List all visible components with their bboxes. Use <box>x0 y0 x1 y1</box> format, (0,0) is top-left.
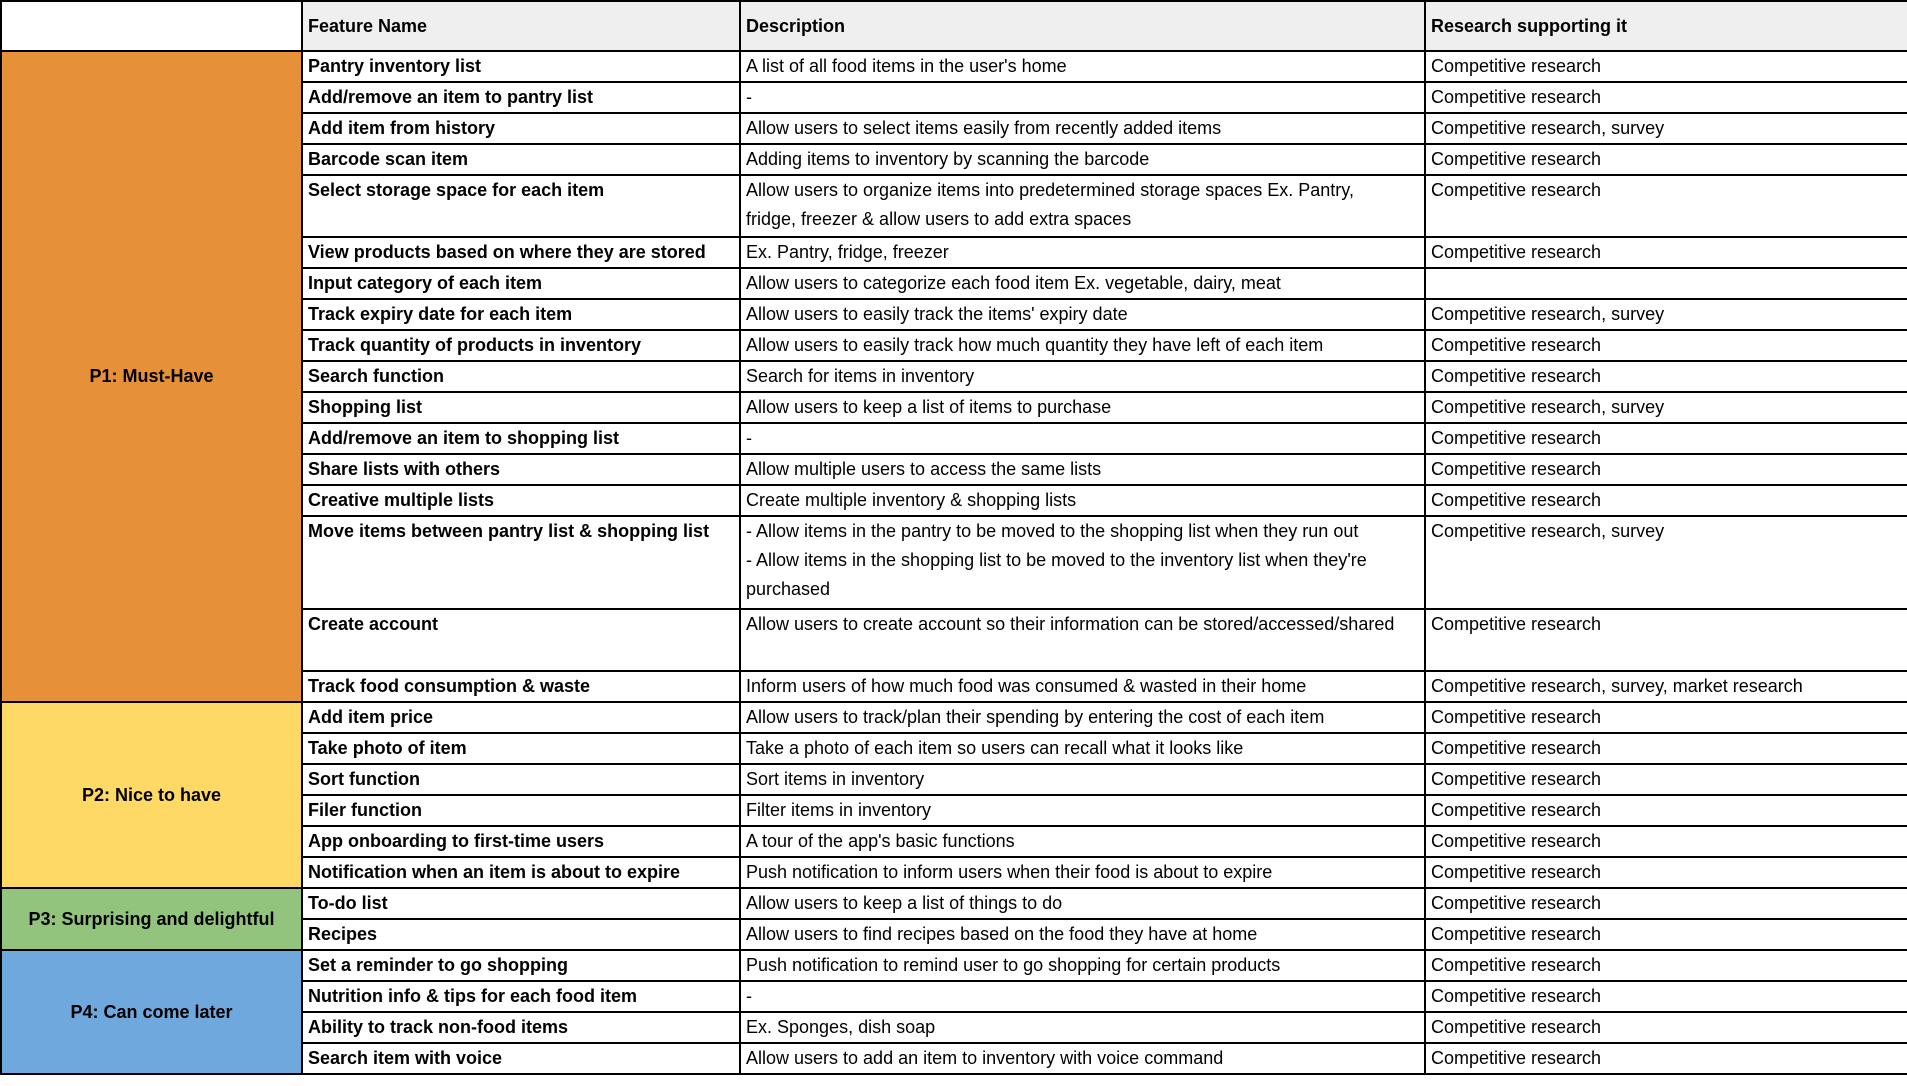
description-cell[interactable] <box>740 268 1425 299</box>
feature-name-cell[interactable]: Pantry inventory list <box>302 51 740 82</box>
description-cell[interactable] <box>740 485 1425 516</box>
description-line: Allow users to find recipes based on the food they have at home <box>746 924 1258 944</box>
description-cell[interactable] <box>740 423 1425 454</box>
description-line: Take a photo of each item so users can recall what it looks like <box>746 738 1244 758</box>
research-cell[interactable]: Competitive research <box>1425 423 1907 454</box>
description-line: - Allow items in the pantry to be moved to the shopping list when they run out <box>746 521 1359 541</box>
header-research[interactable]: Research supporting it <box>1425 1 1907 51</box>
description-cell[interactable] <box>740 981 1425 1012</box>
description-line: Ex. Sponges, dish soap <box>746 1017 936 1037</box>
description-line: Allow users to categorize each food item Ex. vegetable, dairy, meat <box>746 273 1281 293</box>
description-line: Allow users to add an item to inventory with voice command <box>746 1048 1224 1068</box>
feature-name-cell[interactable]: Set a reminder to go shopping <box>302 950 740 981</box>
description-line: A tour of the app's basic functions <box>746 831 1015 851</box>
description-line: Adding items to inventory by scanning the barcode <box>746 149 1150 169</box>
description-cell[interactable] <box>740 51 1425 82</box>
description-cell[interactable] <box>740 733 1425 764</box>
priority-cell-p1[interactable]: P1: Must-Have <box>1 51 302 702</box>
description-cell[interactable] <box>740 950 1425 981</box>
description-line: Allow users to easily track the items' expiry date <box>746 304 1128 324</box>
description-cell[interactable] <box>740 175 1425 237</box>
description-cell[interactable] <box>740 516 1425 609</box>
description-cell[interactable] <box>740 454 1425 485</box>
feature-name-cell[interactable]: Shopping list <box>302 392 740 423</box>
description-cell[interactable] <box>740 795 1425 826</box>
research-cell[interactable]: Competitive research <box>1425 795 1907 826</box>
feature-name-cell[interactable]: Notification when an item is about to expire <box>302 857 740 888</box>
description-line: purchased <box>746 579 831 599</box>
feature-name-cell[interactable]: Add/remove an item to shopping list <box>302 423 740 454</box>
description-line: Ex. Pantry, fridge, freezer <box>746 242 949 262</box>
table-row <box>1 950 1907 981</box>
research-cell[interactable]: Competitive research <box>1425 330 1907 361</box>
description-line: - Allow items in the shopping list to be moved to the inventory list when they're <box>746 550 1367 570</box>
research-cell[interactable]: Competitive research <box>1425 950 1907 981</box>
feature-name-cell[interactable]: View products based on where they are stored <box>302 237 740 268</box>
description-cell[interactable] <box>740 888 1425 919</box>
description-line: Push notification to remind user to go shopping for certain products <box>746 955 1281 975</box>
feature-name-cell[interactable]: Input category of each item <box>302 268 740 299</box>
description-cell[interactable] <box>740 609 1425 671</box>
feature-name-cell[interactable]: Track food consumption & waste <box>302 671 740 702</box>
description-cell[interactable] <box>740 392 1425 423</box>
priority-cell-p3[interactable]: P3: Surprising and delightful <box>1 888 302 950</box>
feature-name-cell[interactable]: Share lists with others <box>302 454 740 485</box>
research-cell[interactable]: Competitive research <box>1425 764 1907 795</box>
corner-cell[interactable] <box>1 1 302 51</box>
header-row <box>1 1 1907 51</box>
description-line: - <box>746 428 752 448</box>
feature-name-cell[interactable]: Ability to track non-food items <box>302 1012 740 1043</box>
research-cell[interactable]: Competitive research <box>1425 175 1907 237</box>
research-cell[interactable]: Competitive research <box>1425 857 1907 888</box>
description-cell[interactable] <box>740 361 1425 392</box>
feature-name-cell[interactable]: Add item price <box>302 702 740 733</box>
description-line: Allow users to easily track how much quantity they have left of each item <box>746 335 1324 355</box>
table-row <box>1 888 1907 919</box>
research-cell[interactable]: Competitive research, survey <box>1425 516 1907 609</box>
header-description[interactable]: Description <box>740 1 1425 51</box>
description-cell[interactable] <box>740 671 1425 702</box>
feature-name-cell[interactable]: Sort function <box>302 764 740 795</box>
description-cell[interactable] <box>740 144 1425 175</box>
description-cell[interactable] <box>740 1012 1425 1043</box>
research-cell[interactable]: Competitive research <box>1425 82 1907 113</box>
research-cell[interactable]: Competitive research <box>1425 237 1907 268</box>
table-body <box>1 51 1907 1074</box>
feature-name-cell[interactable]: Search item with voice <box>302 1043 740 1074</box>
description-cell[interactable] <box>740 237 1425 268</box>
feature-name-cell[interactable]: Track quantity of products in inventory <box>302 330 740 361</box>
research-cell[interactable]: Competitive research <box>1425 51 1907 82</box>
feature-name-cell[interactable]: Barcode scan item <box>302 144 740 175</box>
description-line: Inform users of how much food was consumed & wasted in their home <box>746 676 1307 696</box>
description-cell[interactable] <box>740 330 1425 361</box>
research-cell[interactable]: Competitive research <box>1425 485 1907 516</box>
description-cell[interactable] <box>740 764 1425 795</box>
description-cell[interactable] <box>740 1043 1425 1074</box>
description-line: fridge, freezer & allow users to add extra spaces <box>746 209 1132 229</box>
feature-name-cell[interactable]: Add item from history <box>302 113 740 144</box>
table-row <box>1 702 1907 733</box>
description-line: Allow users to track/plan their spending by entering the cost of each item <box>746 707 1325 727</box>
feature-name-cell[interactable]: Search function <box>302 361 740 392</box>
description-cell[interactable] <box>740 82 1425 113</box>
header-feature-name[interactable]: Feature Name <box>302 1 740 51</box>
research-cell[interactable]: Competitive research <box>1425 981 1907 1012</box>
description-cell[interactable] <box>740 702 1425 733</box>
feature-name-cell[interactable]: Create account <box>302 609 740 671</box>
research-cell[interactable]: Competitive research <box>1425 888 1907 919</box>
description-line: Allow users to select items easily from recently added items <box>746 118 1222 138</box>
research-cell[interactable]: Competitive research, survey <box>1425 113 1907 144</box>
description-cell[interactable] <box>740 299 1425 330</box>
feature-name-cell[interactable]: To-do list <box>302 888 740 919</box>
feature-name-cell[interactable]: Creative multiple lists <box>302 485 740 516</box>
research-cell[interactable]: Competitive research <box>1425 609 1907 671</box>
description-cell[interactable] <box>740 113 1425 144</box>
description-cell[interactable] <box>740 857 1425 888</box>
priority-cell-p2[interactable]: P2: Nice to have <box>1 702 302 888</box>
feature-name-cell[interactable]: Select storage space for each item <box>302 175 740 237</box>
feature-name-cell[interactable]: Recipes <box>302 919 740 950</box>
description-line: Sort items in inventory <box>746 769 925 789</box>
research-cell[interactable]: Competitive research <box>1425 733 1907 764</box>
research-cell[interactable]: Competitive research <box>1425 144 1907 175</box>
research-cell[interactable]: Competitive research, survey <box>1425 392 1907 423</box>
description-line: Allow users to keep a list of items to purchase <box>746 397 1112 417</box>
feature-name-cell[interactable]: Track expiry date for each item <box>302 299 740 330</box>
research-cell[interactable]: Competitive research <box>1425 919 1907 950</box>
feature-name-cell[interactable]: Add/remove an item to pantry list <box>302 82 740 113</box>
research-cell[interactable]: Competitive research, survey, market research <box>1425 671 1907 702</box>
description-line: Allow users to keep a list of things to do <box>746 893 1063 913</box>
research-cell[interactable]: Competitive research <box>1425 1043 1907 1074</box>
description-line: A list of all food items in the user's home <box>746 56 1067 76</box>
table-row <box>1 51 1907 82</box>
feature-name-cell[interactable]: App onboarding to first-time users <box>302 826 740 857</box>
description-line: Search for items in inventory <box>746 366 975 386</box>
description-line: Allow multiple users to access the same lists <box>746 459 1102 479</box>
research-cell[interactable]: Competitive research <box>1425 826 1907 857</box>
research-cell[interactable] <box>1425 268 1907 299</box>
description-line: - <box>746 986 752 1006</box>
description-line: Allow users to organize items into predetermined storage spaces Ex. Pantry, <box>746 180 1354 200</box>
description-line: Filter items in inventory <box>746 800 932 820</box>
research-cell[interactable]: Competitive research <box>1425 454 1907 485</box>
feature-name-cell[interactable]: Take photo of item <box>302 733 740 764</box>
research-cell[interactable]: Competitive research, survey <box>1425 299 1907 330</box>
description-line: Allow users to create account so their information can be stored/accessed/shared <box>746 614 1395 634</box>
description-line: Push notification to inform users when their food is about to expire <box>746 862 1273 882</box>
research-cell[interactable]: Competitive research <box>1425 361 1907 392</box>
description-cell[interactable] <box>740 826 1425 857</box>
feature-name-cell[interactable]: Nutrition info & tips for each food item <box>302 981 740 1012</box>
description-line: - <box>746 87 752 107</box>
priority-cell-p4[interactable]: P4: Can come later <box>1 950 302 1074</box>
research-cell[interactable]: Competitive research <box>1425 702 1907 733</box>
research-cell[interactable]: Competitive research <box>1425 1012 1907 1043</box>
description-cell[interactable] <box>740 919 1425 950</box>
feature-name-cell[interactable]: Move items between pantry list & shopping list <box>302 516 740 609</box>
description-line: Create multiple inventory & shopping lists <box>746 490 1077 510</box>
feature-name-cell[interactable]: Filer function <box>302 795 740 826</box>
